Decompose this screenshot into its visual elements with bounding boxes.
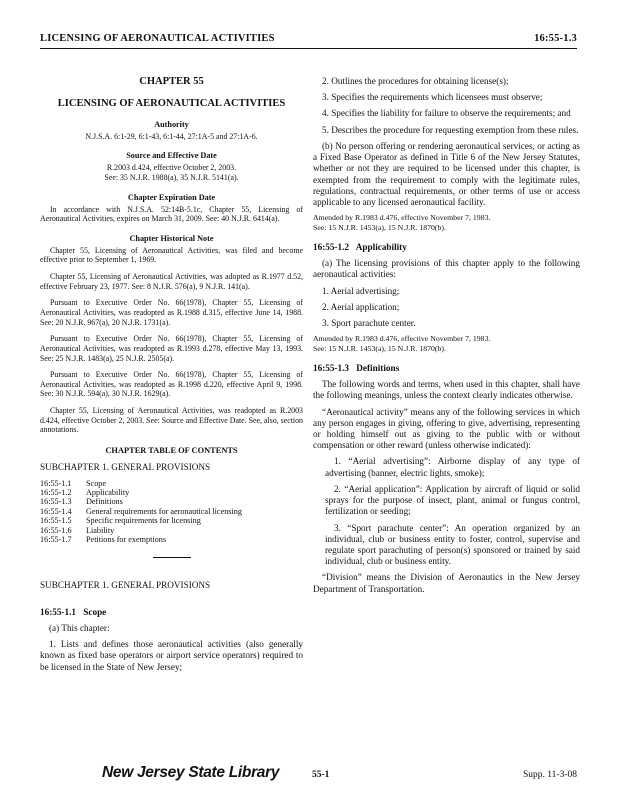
running-header [40, 33, 577, 47]
definition-division: “Division” means the Division of Aeronautics in the New Jersey Department of Transportation. [313, 572, 580, 594]
toc-title-text: Liability [86, 525, 115, 535]
history-note: Pursuant to Executive Order No. 66(1978), Chapter 55, Licensing of Aeronautical Activities, was readopted as R.1993 d.278, effective May 13, 1993. See: 25 N.J.R. 1483(a), 25 N.J.R. 2505(a). [40, 334, 303, 363]
source-line: R.2003 d.424, effective October 2, 2003. [106, 163, 237, 173]
section-title: Definitions [356, 362, 400, 373]
section-title: Scope [83, 606, 107, 617]
toc-number: 16:55-1.3 [40, 497, 72, 507]
toc-title-text: Petitions for exemptions [86, 535, 167, 545]
header-section-number: 16:55-1.3 [534, 33, 577, 44]
scope-paragraph-a: (a) This chapter: [49, 622, 110, 633]
section-number: 16:55-1.3 [313, 362, 349, 373]
right-column [313, 76, 580, 600]
amendment-line: Amended by R.1983 d.476, effective November 7, 1983. [313, 213, 491, 223]
library-logo: New Jersey State Library [102, 764, 280, 781]
scope-item: 1. Lists and defines those aeronautical activities (also generally known as fixed base operators or airport service operators) required to be licensed in the State of New Jersey; [40, 639, 303, 672]
section-number: 16:55-1.1 [40, 606, 76, 617]
toc-number: 16:55-1.6 [40, 525, 72, 535]
toc-title: CHAPTER TABLE OF CONTENTS [105, 446, 238, 456]
section-number: 16:55-1.2 [313, 241, 349, 252]
applicability-paragraph-a: (a) The licensing provisions of this chapter apply to the following aeronautical activities: [313, 258, 580, 280]
supplement-date: Supp. 11-3-08 [522, 770, 577, 780]
toc-entry [40, 479, 303, 488]
table-of-contents [40, 479, 303, 545]
applicability-item: 2. Aerial application; [322, 301, 400, 312]
amendment-line: See: 15 N.J.R. 1453(a), 15 N.J.R. 1870(b). [313, 222, 446, 232]
history-note: Chapter 55, Licensing of Aeronautical Activities, was readopted as R.2003 d.424, effective October 2, 2003. See: Source and Effective Date. See, also, section annotations. [40, 406, 303, 435]
toc-title-text: General requirements for aeronautical licensing [86, 506, 242, 516]
scope-item: 3. Specifies the requirements which licensees must observe; [322, 92, 543, 103]
authority-text: N.J.S.A. 6:1-29, 6:1-43, 6:1-44, 27:1A-5 and 27:1A-6. [85, 131, 258, 141]
applicability-item: 3. Sport parachute center. [322, 317, 416, 328]
toc-title-text: Scope [86, 478, 107, 488]
toc-title-text: Specific requirements for licensing [86, 516, 201, 526]
toc-number: 16:55-1.7 [40, 535, 72, 545]
toc-entry [40, 488, 303, 497]
toc-title-text: Definitions [86, 497, 123, 507]
source-text [40, 163, 303, 182]
history-note: Pursuant to Executive Order No. 66(1978), Chapter 55, Licensing of Aeronautical Activities, was readopted as R.1988 d.315, effective June 14, 1988. See: 20 N.J.R. 967(a), 20 N.J.R. 1731(a). [40, 298, 303, 327]
section-heading-definitions [313, 363, 580, 374]
toc-title-text: Applicability [86, 487, 130, 497]
history-note: Chapter 55, Licensing of Aeronautical Activities, was filed and become effective prior to September 1, 1969. [40, 245, 303, 265]
expiration-text: In accordance with N.J.S.A. 52:14B-5.1c, Chapter 55, Licensing of Aeronautical Activities, expires on March 31, 2009. See: 40 N.J.R. 6414(a). [40, 204, 303, 224]
header-rule [40, 48, 577, 49]
toc-entry [40, 535, 303, 544]
toc-entry [40, 497, 303, 506]
source-line: See: 35 N.J.R. 1988(a), 35 N.J.R. 5141(a). [104, 172, 239, 182]
chapter-number: CHAPTER 55 [139, 76, 204, 87]
toc-subchapter: SUBCHAPTER 1. GENERAL PROVISIONS [40, 462, 211, 473]
section-title: Applicability [355, 241, 407, 252]
left-column [40, 76, 303, 678]
expiration-heading: Chapter Expiration Date [127, 192, 216, 202]
source-heading: Source and Effective Date [126, 151, 217, 161]
toc-number: 16:55-1.1 [40, 478, 72, 488]
amendment-note [313, 213, 580, 232]
toc-number: 16:55-1.4 [40, 506, 72, 516]
authority-heading: Authority [154, 119, 189, 129]
toc-entry [40, 516, 303, 525]
toc-entry [40, 526, 303, 535]
scope-item: 2. Outlines the procedures for obtaining license(s); [322, 76, 509, 86]
definition-subitem: 3. “Sport parachute center”: An operation organized by an individual, club or business entity to foster, control, supervise and regulate sport parachuting of person(s) sponsored or trained by said individual, club or business entity. [325, 522, 580, 567]
amendment-line: Amended by R.1983 d.476, effective November 7, 1983. [313, 334, 491, 344]
page-footer [40, 764, 577, 790]
definition-subitem: 2. “Aerial application”: Application by aircraft of liquid or solid sprays for the purpose of insect, plant, animal or fungus control, fertilization or seeding; [325, 483, 580, 517]
history-note: Chapter 55, Licensing of Aeronautical Activities, was adopted as R.1977 d.52, effective February 23, 1977. See: 8 N.J.R. 576(a), 9 N.J.R. 141(a). [40, 272, 303, 291]
definitions-intro: The following words and terms, when used in this chapter, shall have the following meanings, unless the context clearly indicates otherwise. [313, 379, 580, 401]
amendment-line: See: 15 N.J.R. 1453(a), 15 N.J.R. 1870(b). [313, 343, 446, 353]
applicability-item: 1. Aerial advertising; [322, 285, 400, 296]
toc-number: 16:55-1.5 [40, 516, 72, 526]
history-heading: Chapter Historical Note [129, 233, 214, 243]
amendment-note [313, 334, 580, 353]
scope-item: 4. Specifies the liability for failure to observe the requirements; and [322, 108, 571, 119]
section-heading-applicability [313, 242, 580, 253]
page-number: 55-1 [312, 770, 330, 780]
scope-item: 5. Describes the procedure for requesting exemption from these rules. [322, 124, 579, 135]
section-heading-scope [40, 607, 303, 618]
subchapter-heading: SUBCHAPTER 1. GENERAL PROVISIONS [40, 580, 211, 591]
chapter-title: LICENSING OF AERONAUTICAL ACTIVITIES [57, 97, 286, 109]
header-title: LICENSING OF AERONAUTICAL ACTIVITIES [40, 33, 275, 44]
history-note: Pursuant to Executive Order No. 66(1978), Chapter 55, Licensing of Aeronautical Activities, was readopted as R.1998 d.220, effective April 9, 1998. See: 30 N.J.R. 594(a), 30 N.J.R. 1629(a). [40, 370, 303, 399]
section-divider [153, 557, 191, 558]
toc-number: 16:55-1.2 [40, 487, 72, 497]
definition-aeronautical-activity: “Aeronautical activity” means any of the following services in which any person engages in giving, offering to give, advertising, representing or holding himself out as giving to the public with or without compensation or other reward (unless otherwise indicated): [313, 406, 580, 451]
scope-paragraph-b: (b) No person offering or rendering aeronautical services, or acting as a Fixed Base Operator as defined in Title 6 of the New Jersey Statutes, whether or not they are required to be licensed under this chapter, is exempted from the requirement to comply with the legitimate rules, regulations, contractual requirements, or other terms of use or access applicable to any licensed aeronautical facility. [313, 140, 580, 207]
toc-entry [40, 507, 303, 516]
definition-subitem: 1. “Aerial advertising”: Airborne display of any type of advertising (banner, electric lights, smoke); [325, 456, 580, 478]
